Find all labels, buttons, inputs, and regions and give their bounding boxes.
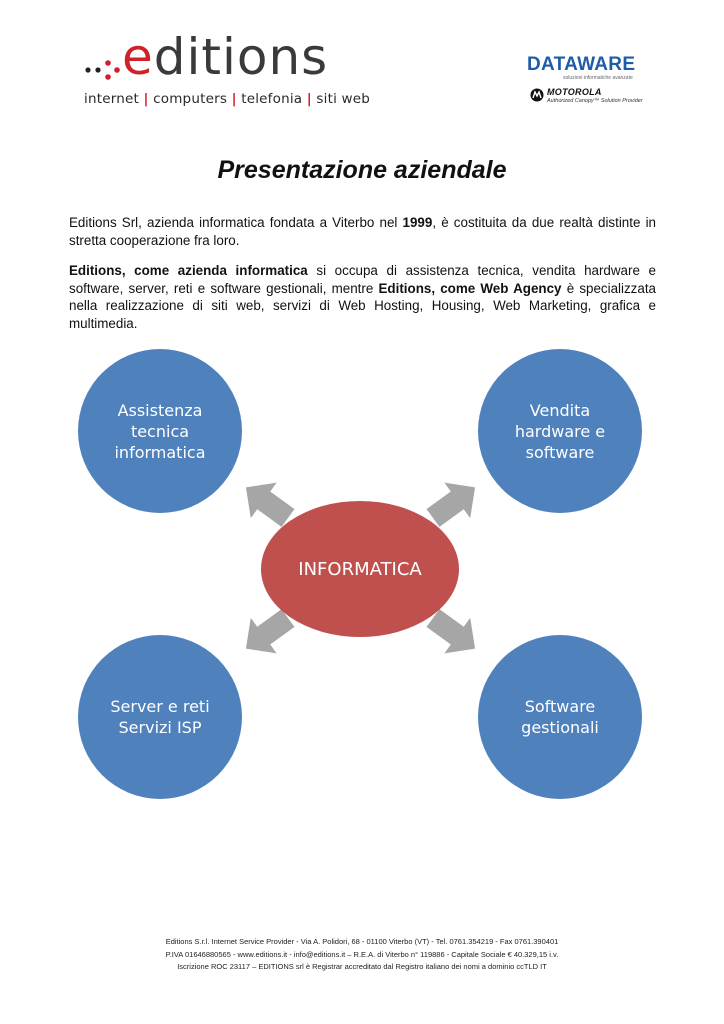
motorola-logo [530,87,670,109]
motorola-emblem-icon [530,88,544,102]
node-server-label: Server e reti Servizi ISP [110,697,210,737]
node-assistenza-label: Assistenza tecnica informatica [114,400,206,462]
page-title: Presentazione aziendale [217,156,507,184]
footer-line-1: Editions S.r.l. Internet Service Provider - Via A. Polidori, 68 - 01100 Viterbo (VT) - Tel. 0761.354219 - Fax 0761.390401 [165,937,559,946]
logo-tagline [84,91,370,107]
logo-tag-siti-web: siti web [316,91,371,107]
logo-tag-separator: | [306,91,312,107]
logo-tag-computers: computers [153,91,228,107]
node-vendita-label: Vendita hardware e software [514,400,606,462]
logo-word-rest: ditions [153,28,329,86]
services-bold-web-agency: Editions, come Web Agency [378,280,562,296]
footer-line-2: P.IVA 01646880565 - www.editions.it - info@editions.it – R.E.A. di Viterbo n° 119886 - Capitale Sociale € 40.329,15 i.v. [165,949,559,959]
services-paragraph [69,262,656,332]
dataware-subtitle: soluzioni informatiche avanzate [563,75,633,81]
page-footer [0,936,724,974]
logo-tag-separator: | [231,91,237,107]
services-text-mid: si occupa di assistenza tecnica, vendita hardware e software, server, reti e software gestionali, mentre [69,263,656,296]
logo-wordmark: editions [122,28,329,86]
intro-year: 1999 [402,215,433,230]
center-informatica-label: INFORMATICA [298,558,422,580]
footer-line-3: Iscrizione ROC 23117 – EDITIONS srl è Registrar accreditato dal Registro italiano dei nomi a dominio ccTLD IT [177,962,547,971]
node-software-label: Software gestionali [521,697,599,737]
motorola-name: MOTOROLA [547,87,602,97]
logo-tag-separator: | [143,91,149,107]
services-diagram [0,340,724,820]
dataware-logo [527,55,652,81]
dataware-name: DATAWARE [527,54,636,75]
intro-text-before: Editions Srl, azienda informatica fondata a Viterbo nel [69,215,403,230]
editions-logo [84,28,404,116]
motorola-subtitle: Authorized Canopy™ Solution Provider [547,98,643,104]
intro-text-after: , è costituita da due realtà distinte in stretta cooperazione fra loro. [69,215,656,248]
services-bold-informatica: Editions, come azienda informatica [69,263,308,278]
logo-tag-telefonia: telefonia [241,91,303,107]
logo-tag-internet: internet [84,91,139,107]
logo-dots-icon [84,58,124,82]
intro-paragraph [69,214,656,249]
services-text-after: è specializzata nella realizzazione di siti web, servizi di Web Hosting, Housing, Web Marketing, grafica e multimedia. [69,280,656,331]
